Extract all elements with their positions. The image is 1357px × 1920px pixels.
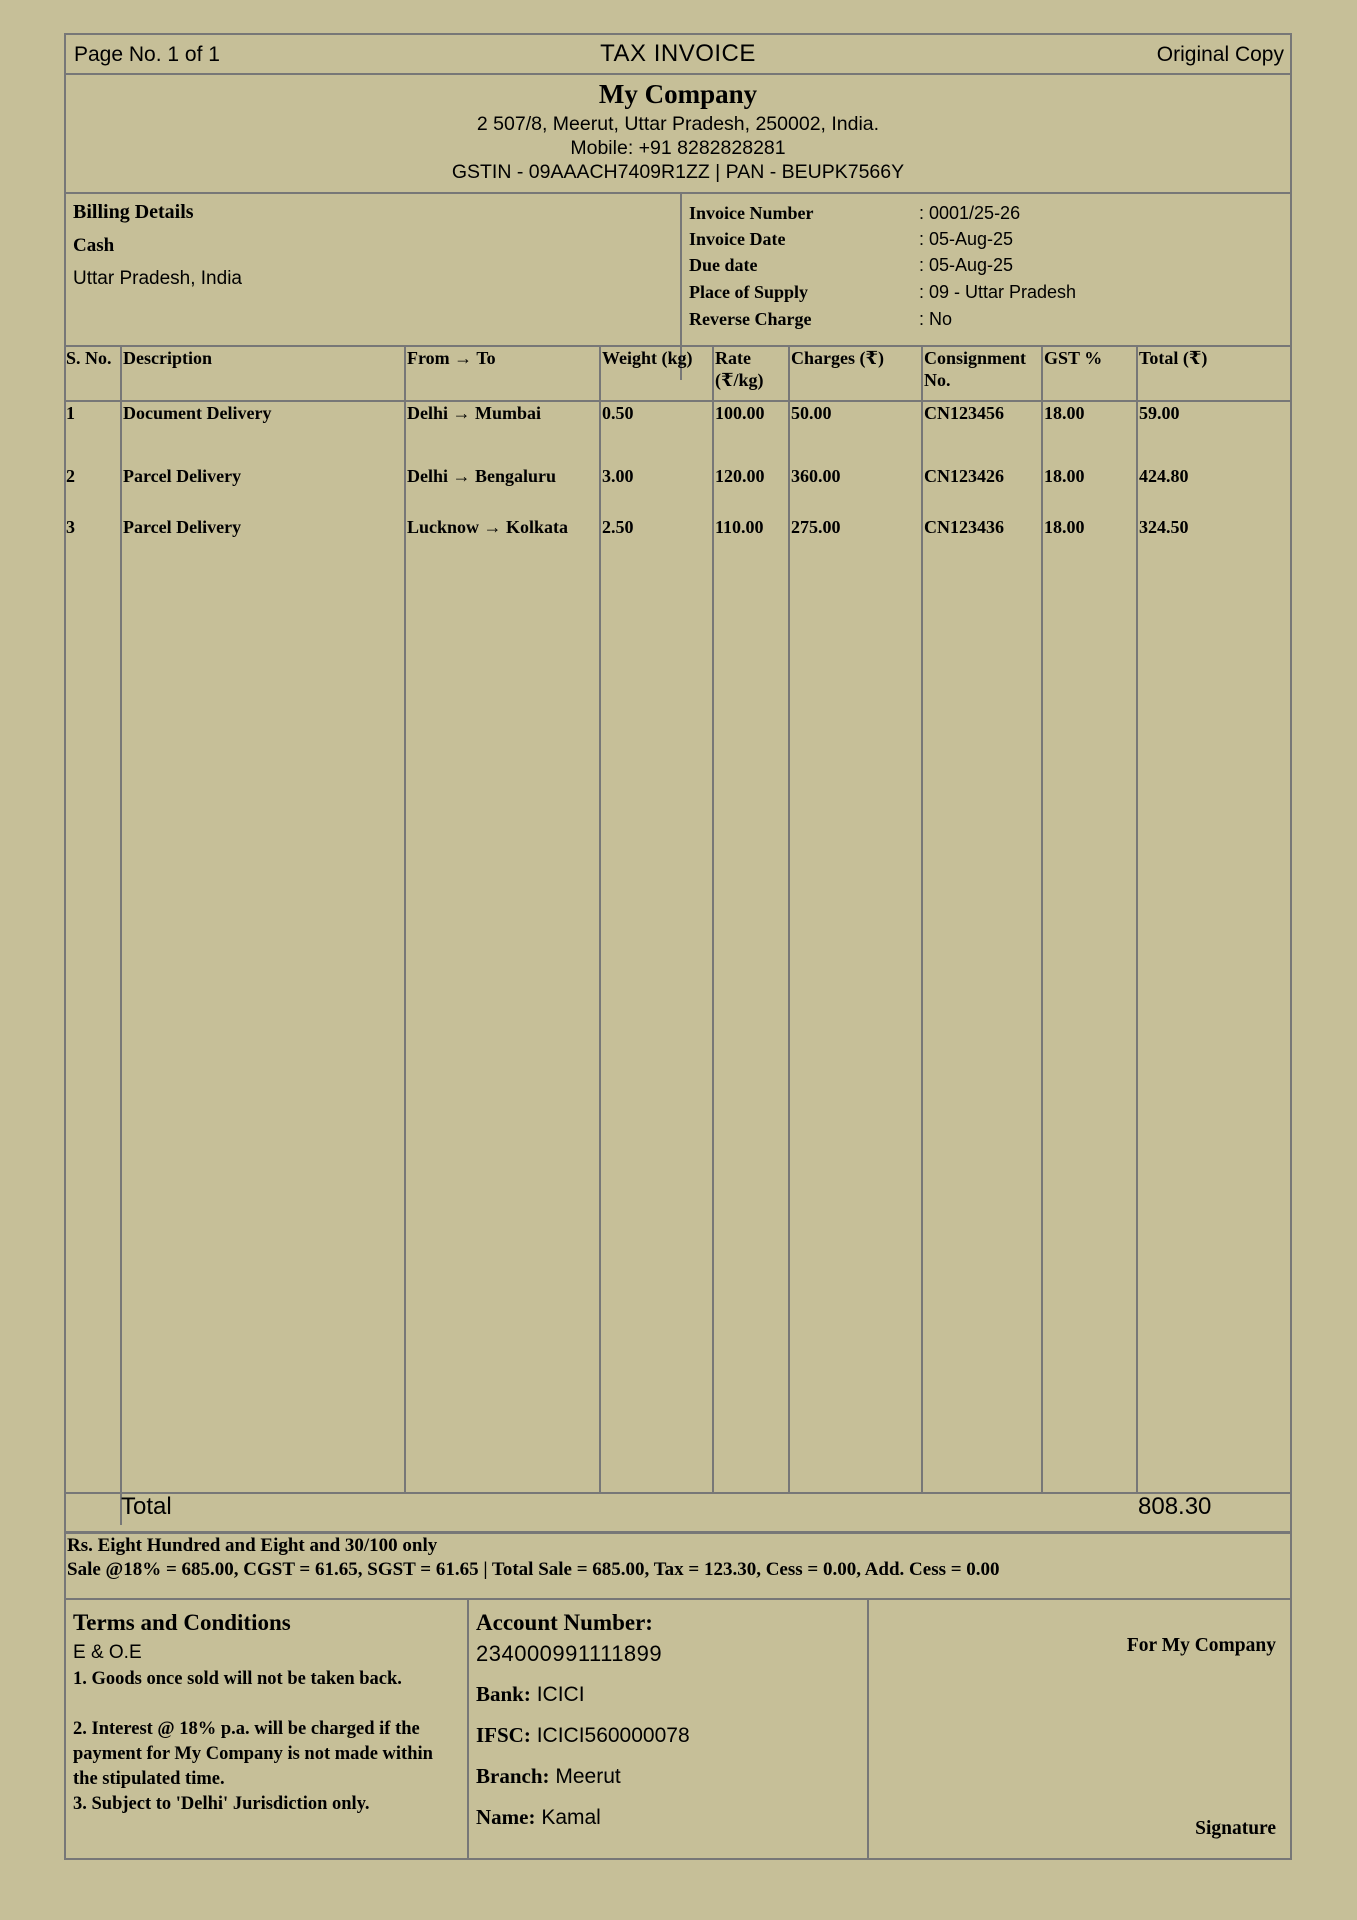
header-consignment-line2: No. [924, 370, 951, 390]
column-divider [404, 345, 406, 1493]
tax-summary: Sale @18% = 685.00, CGST = 61.65, SGST = 61.65 | Total Sale = 685.00, Tax = 123.30, Cess = 0.00, Add. Cess = 0.00 [67, 1559, 1000, 1580]
header-sno: S. No. [66, 348, 112, 368]
cell-route: Delhi → Bengaluru [407, 466, 557, 486]
ifsc-label: IFSC: [476, 1723, 531, 1747]
divider [66, 1531, 1290, 1534]
column-divider [788, 345, 790, 1493]
amount-in-words: Rs. Eight Hundred and Eight and 30/100 only [67, 1535, 438, 1556]
divider [66, 1858, 1290, 1860]
ifsc-value: ICICI560000078 [536, 1724, 690, 1747]
terms-title: Terms and Conditions [73, 1610, 291, 1635]
cell-consignment: CN123426 [924, 466, 1004, 486]
column-divider [599, 345, 601, 1493]
divider [66, 192, 1290, 194]
cell-rate: 100.00 [715, 403, 765, 423]
divider [66, 73, 1290, 75]
column-divider [1041, 345, 1043, 1493]
account-name-value: Kamal [541, 1806, 601, 1829]
cell-consignment: CN123436 [924, 517, 1004, 537]
branch-value: Meerut [555, 1765, 621, 1788]
for-company: For My Company [1126, 1635, 1276, 1656]
place-of-supply-label: Place of Supply [689, 282, 809, 302]
cell-consignment: CN123456 [924, 403, 1004, 423]
billing-name: Cash [73, 235, 115, 256]
cell-charges: 50.00 [791, 403, 832, 423]
cell-gst: 18.00 [1044, 466, 1085, 486]
header-description: Description [123, 348, 212, 368]
divider [66, 400, 1290, 402]
cell-sno: 2 [66, 466, 75, 486]
cell-weight: 3.00 [602, 466, 634, 486]
cell-gst: 18.00 [1044, 517, 1085, 537]
column-divider [467, 1598, 469, 1860]
invoice-number-value: : 0001/25-26 [919, 203, 1021, 223]
place-of-supply-value: : 09 - Uttar Pradesh [919, 282, 1077, 302]
bank-label: Bank: [476, 1682, 531, 1706]
cell-route: Lucknow → Kolkata [407, 517, 569, 537]
header-consignment-line1: Consignment [924, 348, 1027, 368]
company-name: My Company [598, 79, 758, 109]
billing-title: Billing Details [73, 201, 194, 223]
copy-type: Original Copy [1156, 43, 1284, 66]
name-row [476, 1805, 601, 1830]
bank-value: ICICI [536, 1683, 585, 1706]
billing-place: Uttar Pradesh, India [73, 268, 242, 289]
header-consignment [924, 347, 1026, 391]
cell-rate: 110.00 [715, 517, 764, 537]
header-rate-line1: Rate [715, 348, 751, 368]
account-name-label: Name: [476, 1805, 536, 1829]
reverse-charge-value: : No [919, 309, 953, 329]
cell-sno: 3 [66, 517, 75, 537]
due-date-value: : 05-Aug-25 [919, 255, 1014, 275]
column-divider [921, 345, 923, 1493]
page-title: TAX INVOICE [600, 40, 756, 67]
cell-description: Document Delivery [123, 403, 272, 423]
header-rate [715, 347, 764, 391]
terms-item-3: 3. Subject to 'Delhi' Jurisdiction only. [73, 1794, 370, 1814]
cell-charges: 360.00 [791, 466, 841, 486]
bank-row [476, 1682, 585, 1707]
cell-description: Parcel Delivery [123, 517, 242, 537]
cell-total: 424.80 [1139, 466, 1189, 486]
cell-charges: 275.00 [791, 517, 841, 537]
terms-eoe: E & O.E [73, 1642, 142, 1663]
company-mobile: Mobile: +91 8282828281 [570, 137, 786, 159]
branch-row [476, 1764, 621, 1789]
due-date-label: Due date [689, 255, 758, 275]
cell-route: Delhi → Mumbai [407, 403, 542, 423]
cell-sno: 1 [66, 403, 75, 423]
cell-description: Parcel Delivery [123, 466, 242, 486]
terms-item-2: 2. Interest @ 18% p.a. will be charged if the payment for My Company is not made within the stipulated time. [73, 1719, 433, 1789]
invoice-number-label: Invoice Number [689, 203, 814, 223]
cell-weight: 0.50 [602, 403, 634, 423]
cell-total: 59.00 [1139, 403, 1180, 423]
header-weight: Weight (kg) [602, 348, 693, 368]
branch-label: Branch: [476, 1764, 550, 1788]
company-address: 2 507/8, Meerut, Uttar Pradesh, 250002, India. [476, 113, 880, 135]
divider [66, 1492, 1290, 1494]
reverse-charge-label: Reverse Charge [689, 309, 812, 329]
column-divider [867, 1598, 869, 1860]
invoice-date-label: Invoice Date [689, 229, 786, 249]
invoice-date-value: : 05-Aug-25 [919, 229, 1014, 249]
column-divider [712, 345, 714, 1493]
divider [66, 1598, 1290, 1600]
page-number: Page No. 1 of 1 [74, 43, 220, 66]
terms-item-1: 1. Goods once sold will not be taken back. [73, 1669, 402, 1689]
invoice-sheet [64, 33, 1292, 1860]
column-divider [120, 345, 122, 1525]
header-charges: Charges (₹) [791, 348, 885, 368]
cell-weight: 2.50 [602, 517, 634, 537]
header-gst: GST % [1044, 348, 1103, 368]
total-label: Total [121, 1493, 172, 1520]
cell-gst: 18.00 [1044, 403, 1085, 423]
header-rate-line2: (₹/kg) [715, 370, 764, 390]
ifsc-row [476, 1723, 690, 1748]
company-gstin-pan: GSTIN - 09AAACH7409R1ZZ | PAN - BEUPK7566Y [451, 161, 905, 183]
account-number-label: Account Number: [476, 1610, 653, 1635]
header-route: From → To [407, 348, 496, 368]
account-number-value: 234000991111899 [476, 1641, 663, 1666]
cell-total: 324.50 [1139, 517, 1189, 537]
header-total: Total (₹) [1139, 348, 1208, 368]
column-divider [1136, 345, 1138, 1493]
cell-rate: 120.00 [715, 466, 765, 486]
total-value: 808.30 [1138, 1493, 1212, 1520]
signature-label: Signature [1195, 1818, 1276, 1839]
